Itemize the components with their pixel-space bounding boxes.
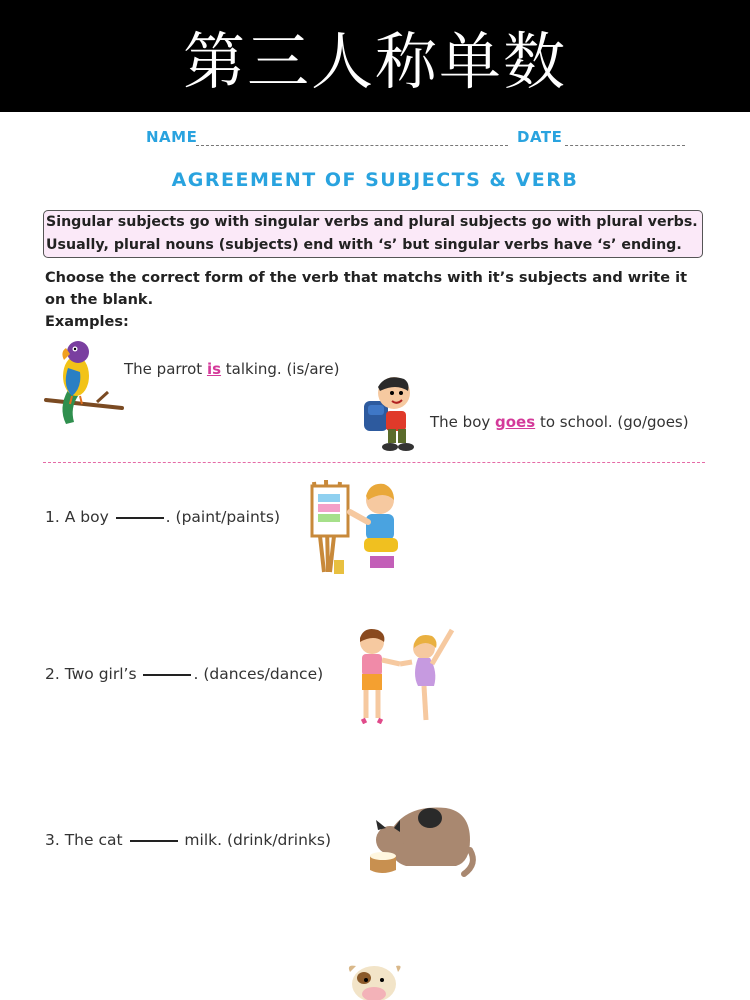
question-1	[45, 508, 280, 526]
example-2-answer: goes	[495, 413, 536, 431]
date-blank-line	[565, 145, 685, 146]
instructions	[45, 267, 745, 333]
example-1	[124, 360, 339, 378]
example-1-before: The parrot	[124, 360, 207, 378]
parrot-icon	[42, 338, 126, 426]
name-label: NAME	[146, 128, 198, 146]
schoolboy-icon	[356, 373, 426, 455]
banner-title: 第三人称单数	[0, 0, 750, 112]
name-blank-line	[196, 145, 508, 146]
question-3	[45, 831, 331, 849]
question-1-before: 1. A boy	[45, 508, 114, 526]
question-1-blank[interactable]	[116, 517, 164, 519]
example-1-after: talking. (is/are)	[221, 360, 340, 378]
rule-line-1: Singular subjects go with singular verbs and plural subjects go with plural verbs.	[46, 214, 698, 230]
date-label: DATE	[517, 128, 563, 146]
example-1-answer: is	[206, 360, 222, 378]
question-3-blank[interactable]	[130, 840, 178, 842]
instruction-line-1: Choose the correct form of the verb that matchs with it’s subjects and write it	[45, 270, 688, 286]
cow-icon	[344, 958, 404, 1000]
rule-line-2: Usually, plural nouns (subjects) end with ‘s’ but singular verbs have ‘s’ ending.	[46, 237, 682, 253]
instruction-line-2: on the blank.	[45, 292, 154, 308]
worksheet-title: AGREEMENT OF SUBJECTS & VERB	[171, 169, 579, 191]
examples-label: Examples:	[45, 314, 129, 330]
question-2-blank[interactable]	[143, 674, 191, 676]
question-2	[45, 665, 323, 683]
dancing-girls-icon	[352, 624, 460, 724]
example-2-after: to school. (go/goes)	[535, 413, 689, 431]
rule-box	[43, 210, 703, 258]
example-2	[430, 413, 689, 431]
question-2-before: 2. Two girl’s	[45, 665, 142, 683]
question-3-before: 3. The cat	[45, 831, 128, 849]
painting-boy-icon	[304, 472, 408, 578]
section-divider	[43, 462, 705, 463]
example-2-before: The boy	[430, 413, 496, 431]
question-2-after: . (dances/dance)	[193, 665, 324, 683]
cat-drinking-milk-icon	[366, 800, 478, 880]
question-1-after: . (paint/paints)	[165, 508, 281, 526]
question-3-after: milk. (drink/drinks)	[179, 831, 331, 849]
